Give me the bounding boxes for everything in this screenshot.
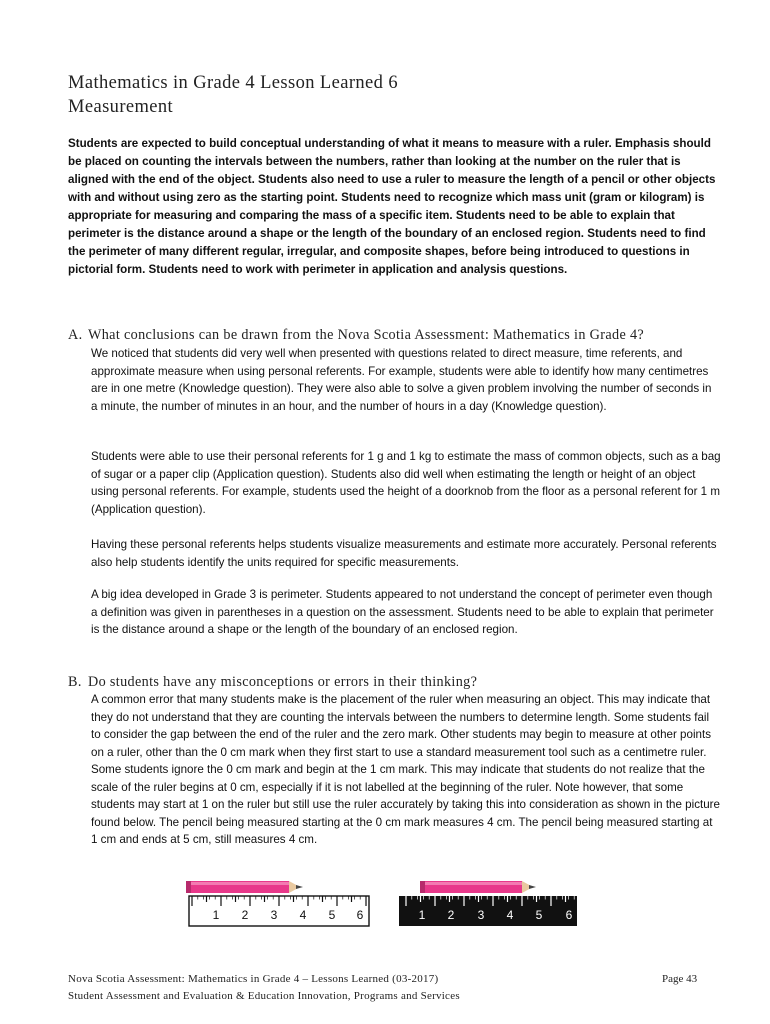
- title-line-1: Mathematics in Grade 4 Lesson Learned 6: [68, 73, 398, 93]
- section-a-heading: [68, 327, 644, 344]
- section-a-paragraph-1: We noticed that students did very well when presented with questions related to direct measure, time referents, and approximate measure when using personal referents. For example, students were able to identify how many centimetres are in one metre (Knowledge question). They were also able to solve a given problem involving the number of seconds in a minute, the number of minutes in an hour, and the number of hours in a day (Knowledge question).: [91, 347, 712, 413]
- ruler-right: [399, 896, 577, 926]
- pencil-lead: [296, 885, 303, 889]
- pencil-left: [186, 881, 303, 893]
- footer-line-2: Student Assessment and Evaluation & Education Innovation, Programs and Services: [68, 990, 460, 1002]
- footer-line-1: Nova Scotia Assessment: Mathematics in Grade 4 – Lessons Learned (03-2017): [68, 973, 439, 985]
- ruler-left-label-3: 3: [270, 908, 278, 922]
- ruler-figure-right: [397, 876, 581, 937]
- pencil-lead: [529, 885, 536, 889]
- ruler-figure-left: [183, 876, 373, 937]
- section-a-paragraph-3: Having these personal referents helps students visualize measurements and estimate more accurately. Personal referents also help students identify the units required for specific measurements.: [91, 538, 717, 569]
- ruler-body-right: [399, 896, 577, 926]
- ruler-right-label-6: 6: [565, 908, 573, 922]
- ruler-right-label-3: 3: [477, 908, 485, 922]
- pencil-right: [420, 881, 536, 893]
- pencil-highlight: [425, 882, 522, 885]
- ruler-illustration-right: [397, 876, 581, 932]
- ruler-right-label-5: 5: [535, 908, 543, 922]
- section-a-paragraph-2: Students were able to use their personal referents for 1 g and 1 kg to estimate the mass of common objects, such as a bag of sugar or a paper clip (Application question). Students also did well when estimating the length or height of an object using personal referents. For example, students used the height of a doorknob from the floor as a personal referent for 1 m (Application question).: [91, 450, 721, 516]
- section-b-paragraph-1: A common error that many students make is the placement of the ruler when measuring an object. This may indicate that they do not understand that they are counting the intervals between the numbers to determine length. Some students fail to consider the gap between the end of the ruler and the zero mark. Other students may begin to measure at other points on a ruler, other than the 0 cm mark when they first start to use a standard measurement tool such as a centimetre ruler. Some students ignore the 0 cm mark and begin at the 1 cm mark. This may indicate that students do not realize that the scale of the ruler begins at 0 cm, especially if it is not labelled at the beginning of the ruler. Note however, that some students may start at 1 on the ruler but still use the ruler accurately by taking this into consideration as shown in the picture found below. The pencil being measured starting at the 0 cm mark measures 4 cm. The pencil being measured starting at 1 cm and ends at 5 cm, still measures 4 cm.: [91, 693, 720, 846]
- section-a-paragraph-4: A big idea developed in Grade 3 is perimeter. Students appeared to not understand the concept of perimeter even though a definition was given in parentheses in a question on the assessment. Students need to be able to explain that perimeter is the distance around a shape or the length of the boundary of an enclosed region.: [91, 588, 714, 636]
- page-number: Page 43: [662, 973, 698, 985]
- ruler-right-label-4: 4: [506, 908, 514, 922]
- section-a-letter: A.: [68, 327, 83, 343]
- pencil-highlight: [191, 882, 289, 885]
- ruler-right-label-1: 1: [418, 908, 426, 922]
- section-a-heading-text: What conclusions can be drawn from the Nova Scotia Assessment: Mathematics in Grade 4?: [88, 327, 645, 343]
- ruler-left: [189, 896, 369, 926]
- ruler-left-label-2: 2: [241, 908, 249, 922]
- title-line-2: Measurement: [68, 97, 174, 117]
- intro-paragraph: Students are expected to build conceptual understanding of what it means to measure with a ruler. Emphasis should be placed on counting the intervals between the numbers, rather than looking at the number on the ruler that is aligned with the end of the object. Students also need to use a ruler to measure the length of a pencil or other objects with and without using zero as the starting point. Students need to recognize which mass unit (gram or kilogram) is appropriate for measuring and comparing the mass of a specific item. Students need to be able to explain that perimeter is the distance around a shape or the length of the boundary of an enclosed region. Students need to find the perimeter of many different regular, irregular, and composite shapes, before being introduced to questions in pictorial form. Students need to work with perimeter in application and analysis questions.: [68, 137, 716, 276]
- section-b-heading-text: Do students have any misconceptions or errors in their thinking?: [88, 674, 478, 690]
- ruler-left-label-5: 5: [328, 908, 336, 922]
- ruler-illustration-left: [183, 876, 373, 932]
- document-title: [68, 71, 398, 119]
- section-b-letter: B.: [68, 674, 82, 690]
- section-b-heading: [68, 674, 477, 691]
- ruler-left-label-4: 4: [299, 908, 307, 922]
- ruler-left-label-6: 6: [356, 908, 364, 922]
- ruler-right-label-2: 2: [447, 908, 455, 922]
- ruler-left-label-1: 1: [212, 908, 220, 922]
